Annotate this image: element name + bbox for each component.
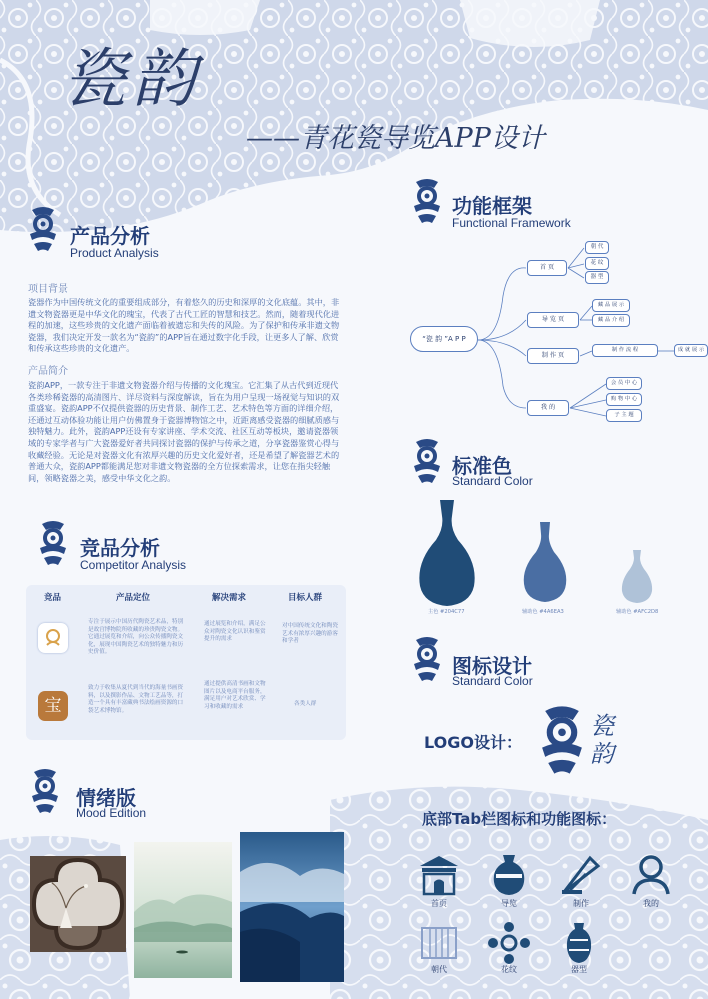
user-icon[interactable] [628,852,674,898]
tabbar-title: 底部Tab栏图标和功能图标： [422,810,617,828]
product-intro-label: 产品简介 [28,366,68,377]
standard-color-icon [410,438,444,484]
pattern-flower-icon[interactable] [486,920,532,966]
mood-image-blue-ink-landscape [240,832,344,982]
project-background-label: 项目背景 [28,284,68,295]
guide-tab-label: 导览 [501,899,517,908]
mood-title: 情绪版 [76,786,136,810]
mood-subtitle: Mood Edition [76,806,147,820]
icon-design-icon [410,636,444,682]
standard-color-subtitle: Standard Color [452,474,533,488]
icon-design-title: 图标设计 [452,654,532,678]
competitor-2-audience: 各类人群 [294,701,317,707]
logo-mark [536,702,588,778]
competitor-icon [36,520,70,566]
icon-design-subtitle: Standard Color [452,674,533,688]
competitor-table [26,585,346,740]
secondary-color-label: 辅助色 #4A6EA3 [522,609,564,615]
mine-tab-label: 我的 [643,899,659,908]
competitor-1-needs: 通过展览和介绍，满足公众对陶瓷文化认识和鉴赏提升的需求 [204,621,266,643]
framework-subtitle: Functional Framework [452,216,571,230]
tertiary-color-vase [620,548,654,604]
product-analysis-subtitle: Product Analysis [70,246,159,260]
framework-leaf-collection-show: 藏 品 展 示 [592,299,630,312]
col-header-position: 产品定位 [116,593,151,603]
competitor-1-position: 专注于展示中国历代陶瓷艺术品，特别是故宫博物院所收藏的珍贵陶瓷文物。它通过展览和介绍，向公众传播陶瓷文化，展现中国陶瓷艺术的独特魅力和历史价值。 [88,619,184,656]
framework-branch-guide: 导 览 页 [527,312,579,328]
secondary-color-vase [520,520,570,604]
shape-vase-icon[interactable] [556,920,602,966]
product-intro-text: 瓷韵APP，一款专注于非遗文物瓷器介绍与传播的文化瑰宝。它汇集了从古代到近现代各类珍稀瓷器的高清图片、详尽资料与深度解读，旨在为用户呈现一场视觉与知识的双重盛宴。瓷韵APP不仅提供瓷器的历史背景、制作工艺、艺术特色等方面的详细介绍，还通过互动体验功能让用户仿佛置身于瓷器博物馆之中，近距离感受瓷器的细腻质感与独特魅力。此外，瓷韵APP还设有专家讲座、学术交流、社区互动等板块，邀请瓷器领域的专家学者与广大瓷器爱好者共同探讨瓷器的保护与传承之道，分享瓷器鉴赏心得与收藏经验。无论是对瓷器文化有浓厚兴趣的历史文化爱好者，还是希望了解瓷器艺术的普通大众，瓷韵APP都能满足您对非遗文物瓷器的全方位探索需求，让您在指尖轻触间，领略瓷器之美，感受中华文化之韵。 [28,380,340,483]
home-tab-label: 首页 [431,899,447,908]
col-header-needs: 解决需求 [212,593,247,603]
col-header-competitor: 竞品 [44,593,62,603]
porcelain-app-icon [38,623,68,653]
framework-leaf-collection-intro: 藏 品 介 绍 [592,314,630,327]
logo-design-label: LOGO设计： [424,733,522,752]
mood-image-window-vase [30,856,126,952]
guide-vase-icon[interactable] [486,852,532,898]
competitor-1-audience: 对中国传统文化和陶瓷艺术有浓厚兴趣的游客和学者 [282,623,338,645]
framework-leaf-achievement: 成 就 展 示 [674,344,708,357]
framework-leaf-process: 制 作 流 程 [592,344,658,357]
product-analysis-title: 产品分析 [70,224,150,248]
framework-leaf-member: 会 员 中 心 [606,377,642,390]
framework-leaf-pattern: 花 纹 [585,257,609,270]
primary-color-vase [414,498,480,608]
project-background-text: 瓷器作为中国传统文化的重要组成部分，有着悠久的历史和深厚的文化底蕴。其中，非遗文物瓷器更是中华文化的瑰宝，代表了古代工匠的智慧和技艺。然而，随着现代化进程的加速，这些珍贵的文化遗产面临着被遗忘和失传的风险。为了保护和传承非遗文物瓷器，我们决定开发一款名为“瓷韵”的APP旨在通过数字化手段，让更多人了解、欣赏和传承这些珍贵的文化遗产。 [28,297,340,354]
framework-leaf-subtheme: 子 主 题 [606,409,642,422]
framework-branch-home: 首 页 [527,260,567,276]
framework-leaf-shop: 购 物 中 心 [606,393,642,406]
tertiary-color-label: 辅助色 #AFC2D8 [616,609,659,615]
competitor-app-icon-1 [38,623,68,653]
primary-color-label: 主色 #204C77 [428,609,465,615]
make-tool-icon[interactable] [558,852,604,898]
competitor-subtitle: Competitor Analysis [80,558,187,572]
logo-text: 瓷韵 [590,712,614,768]
product-analysis-icon [26,206,60,252]
standard-color-title: 标准色 [452,454,512,478]
pattern-label: 花纹 [501,965,517,974]
shape-label: 器型 [571,965,587,974]
mood-image-misty-landscape [134,842,232,978]
home-icon[interactable] [416,852,462,898]
competitor-2-position: 致力于收集从夏代到当代的海量书画资料，以及撰影作品、文物工艺品等，打造一个具有丰富藏典书法绘画资源的口袋艺术博物馆。 [88,685,184,714]
competitor-2-needs: 通过提供高清书画和文物图片以及电商平台服务，满足用户对艺术欣赏、学习和收藏的需求 [204,681,266,710]
competitor-app-icon-2 [38,691,68,721]
framework-leaf-shape: 器 型 [585,271,609,284]
framework-leaf-dynasty: 朝 代 [585,241,609,254]
dynasty-scroll-icon[interactable] [416,920,462,966]
framework-branch-mine: 我 的 [527,400,569,416]
treasure-icon: 宝 [44,696,62,716]
competitor-title: 竞品分析 [80,536,160,560]
subtitle: ——青花瓷导览APP设计 [246,123,545,154]
make-tab-label: 制作 [573,899,589,908]
mood-icon [28,768,62,814]
main-title: 瓷韵 [62,43,202,117]
framework-root: “瓷 韵 ”A P P [410,326,478,352]
dynasty-label: 朝代 [431,965,447,974]
framework-branch-make: 制 作 页 [527,348,579,364]
framework-icon [410,178,444,224]
framework-title: 功能框架 [452,194,532,218]
col-header-audience: 目标人群 [288,593,323,603]
